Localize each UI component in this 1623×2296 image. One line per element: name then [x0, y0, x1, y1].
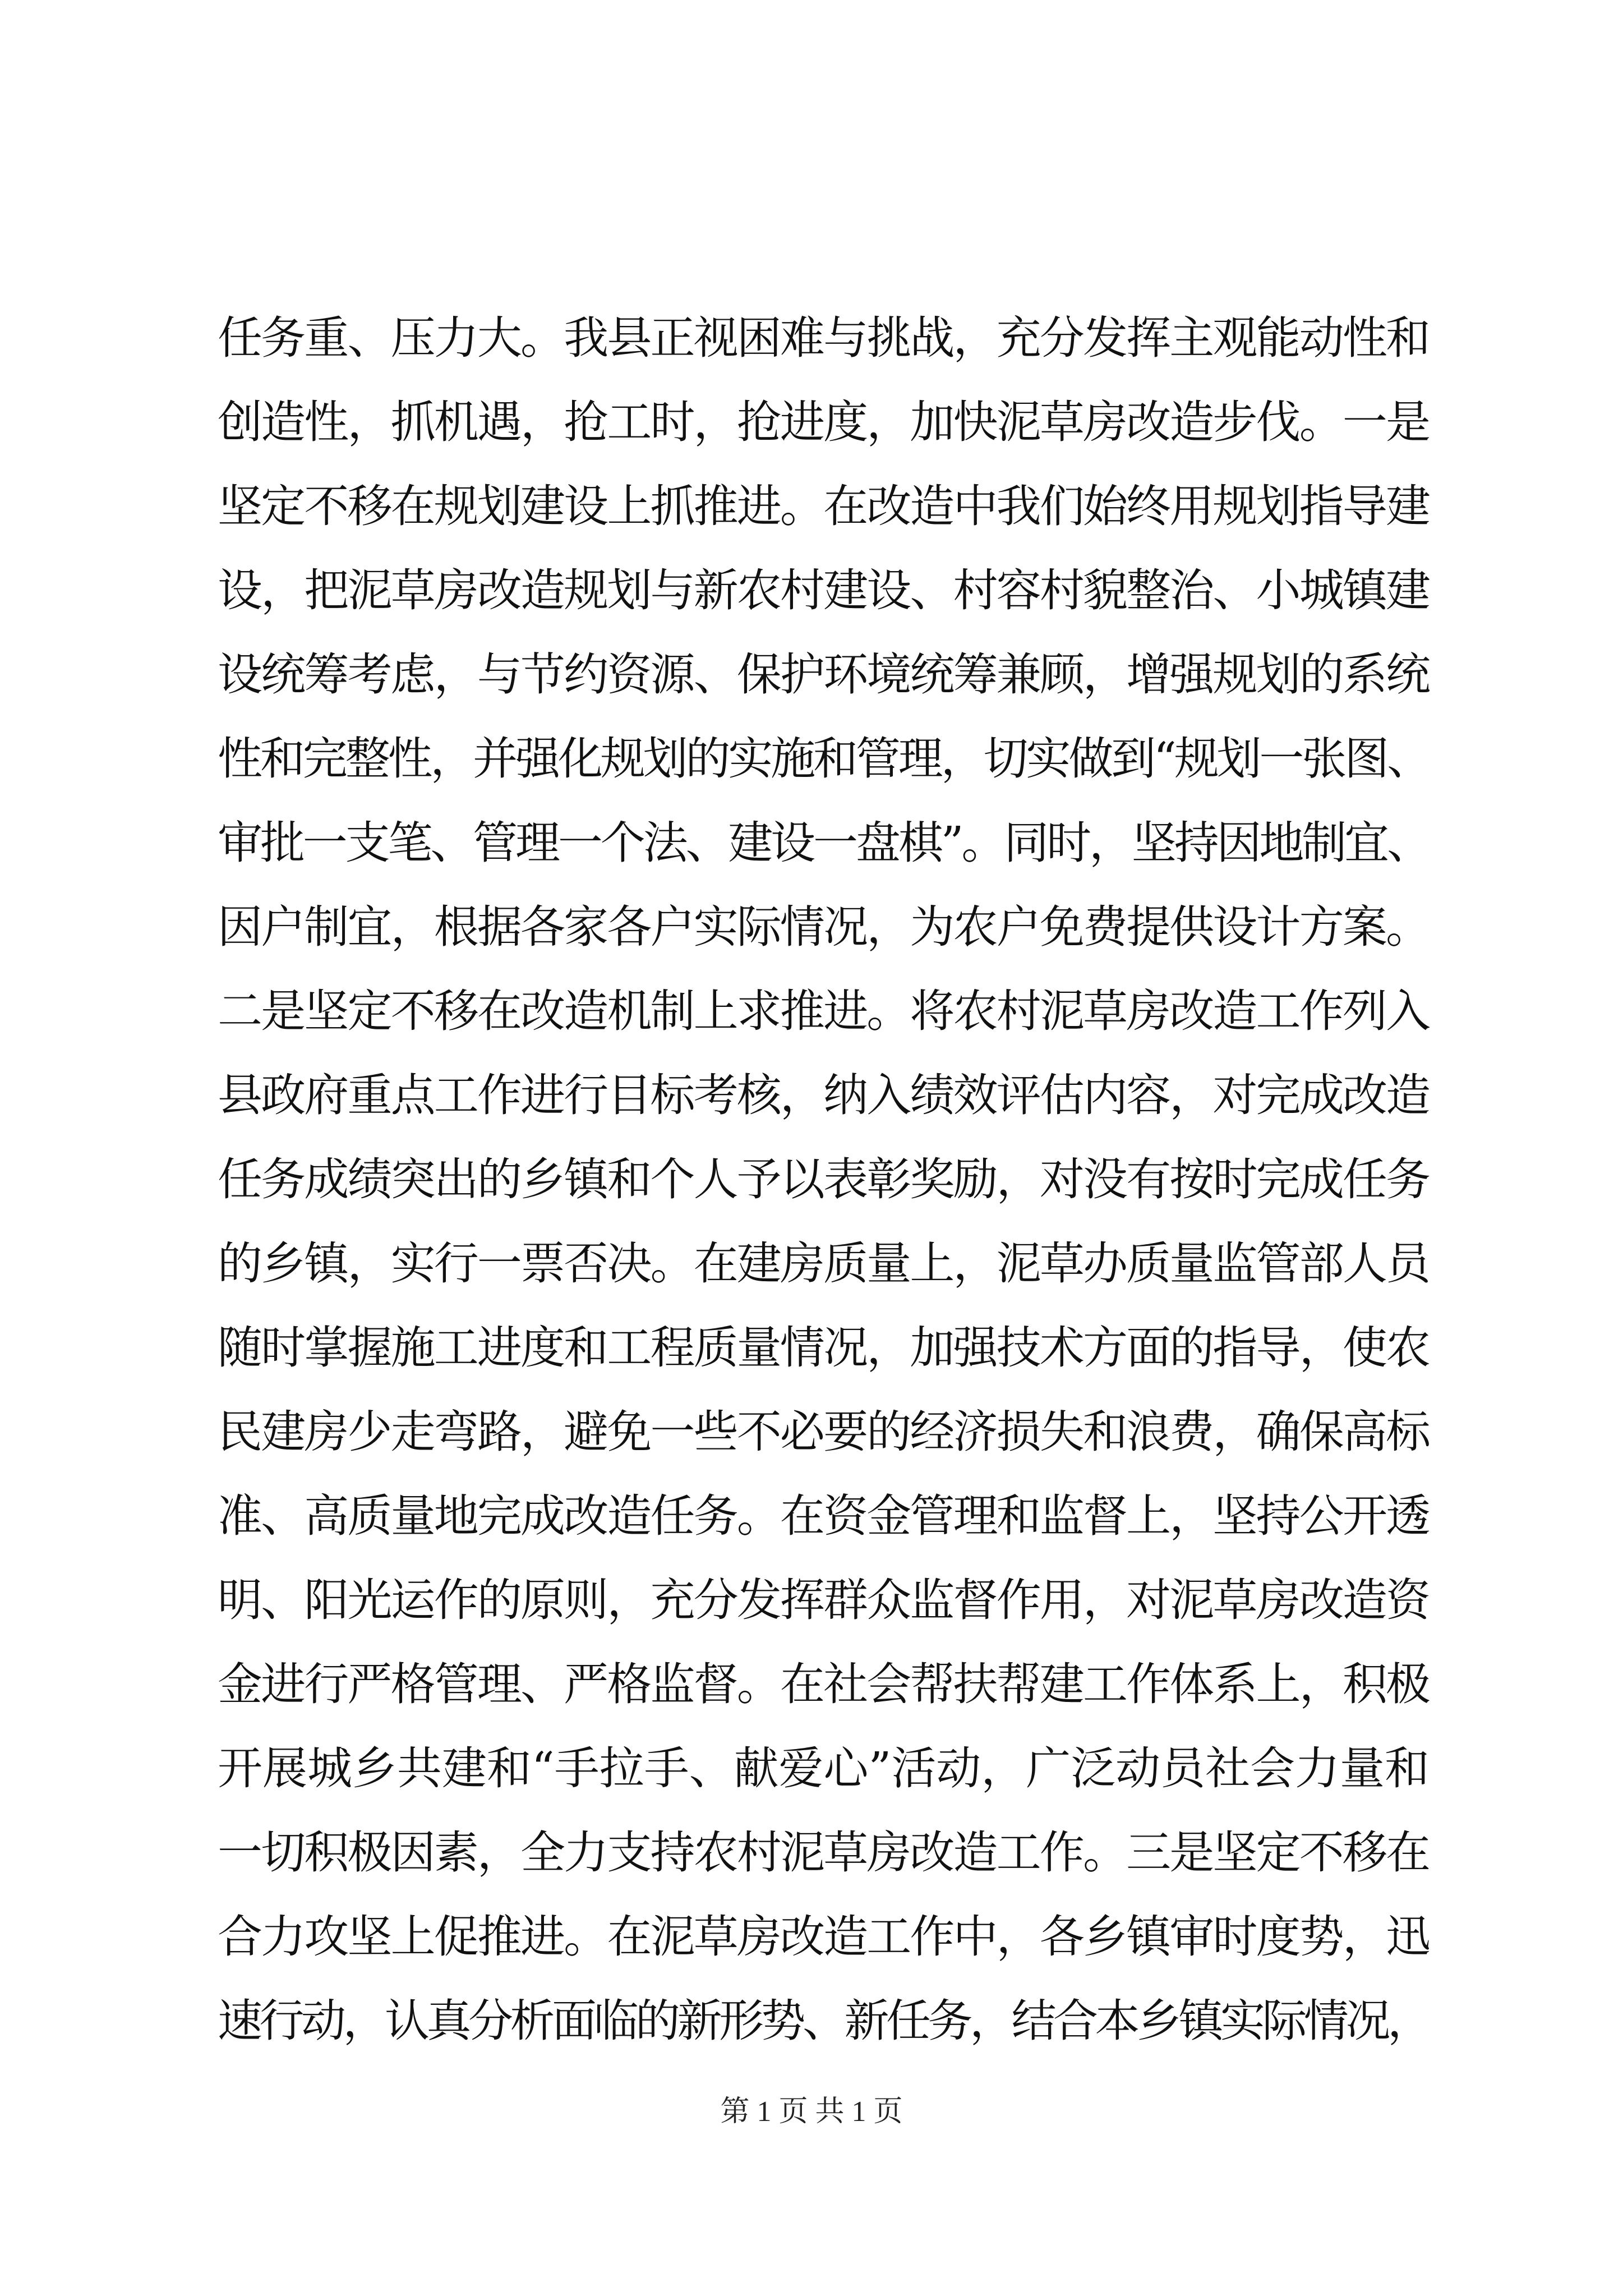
text-line-1: 任务重、压力大。我县正视困难与挑战，充分发挥主观能动性和 [218, 312, 1429, 364]
text-line-21: 速行动，认真分析面临的新形势、新任务，结合本乡镇实际情况， [218, 1995, 1429, 2047]
text-line-8: 因户制宜，根据各家各户实际情况，为农户免费提供设计方案。 [218, 901, 1429, 953]
text-line-9: 二是坚定不移在改造机制上求推进。将农村泥草房改造工作列入 [218, 985, 1429, 1037]
text-line-10: 县政府重点工作进行目标考核，纳入绩效评估内容，对完成改造 [218, 1069, 1429, 1121]
page-number-footer: 第 1 页 共 1 页 [720, 2096, 903, 2128]
text-line-6: 性和完整性，并强化规划的实施和管理，切实做到“规划一张图、 [218, 733, 1429, 785]
text-line-18: 开展城乡共建和“手拉手、献爱心”活动，广泛动员社会力量和 [218, 1742, 1429, 1795]
text-line-17: 金进行严格管理、严格监督。在社会帮扶帮建工作体系上，积极 [218, 1658, 1429, 1710]
text-line-12: 的乡镇，实行一票否决。在建房质量上，泥草办质量监管部人员 [218, 1237, 1429, 1290]
text-line-20: 合力攻坚上促推进。在泥草房改造工作中，各乡镇审时度势，迅 [218, 1911, 1429, 1963]
body-paragraph [218, 296, 1429, 2063]
text-line-13: 随时掌握施工进度和工程质量情况，加强技术方面的指导，使农 [218, 1322, 1429, 1374]
text-line-19: 一切积极因素，全力支持农村泥草房改造工作。三是坚定不移在 [218, 1826, 1429, 1879]
text-line-3: 坚定不移在规划建设上抓推进。在改造中我们始终用规划指导建 [218, 480, 1429, 532]
text-line-5: 设统筹考虑，与节约资源、保护环境统筹兼顾，增强规划的系统 [218, 648, 1429, 701]
text-line-4: 设，把泥草房改造规划与新农村建设、村容村貌整治、小城镇建 [218, 564, 1429, 616]
text-line-16: 明、阳光运作的原则，充分发挥群众监督作用，对泥草房改造资 [218, 1574, 1429, 1626]
text-line-7: 审批一支笔、管理一个法、建设一盘棋”。同时，坚持因地制宜、 [218, 817, 1429, 869]
text-line-14: 民建房少走弯路，避免一些不必要的经济损失和浪费，确保高标 [218, 1406, 1429, 1458]
text-line-2: 创造性，抓机遇，抢工时，抢进度，加快泥草房改造步伐。一是 [218, 396, 1429, 448]
text-line-11: 任务成绩突出的乡镇和个人予以表彰奖励，对没有按时完成任务 [218, 1153, 1429, 1205]
text-line-15: 准、高质量地完成改造任务。在资金管理和监督上，坚持公开透 [218, 1490, 1429, 1542]
